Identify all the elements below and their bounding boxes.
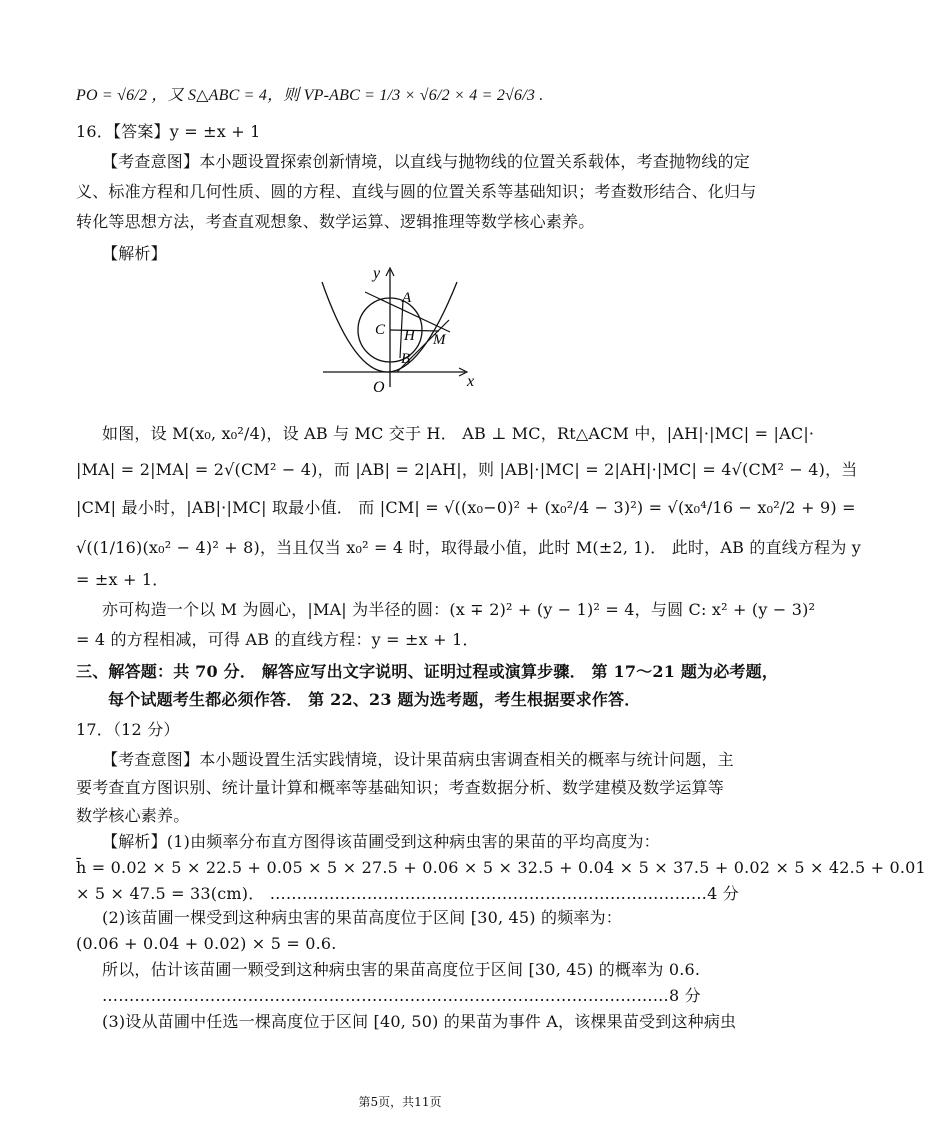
page-footer: 第5页，共11页 — [358, 1095, 442, 1109]
intent-17-line2: 要考查直方图识别、统计量计算和概率等基础知识；考查数据分析、数学建模及数学运算等 — [76, 778, 725, 797]
intent-16-line1: 【考查意图】本小题设置探索创新情境，以直线与抛物线的位置关系载体，考查抛物线的定 — [102, 152, 751, 171]
answer-16: 16．【答案】y = ±x + 1 — [76, 122, 261, 141]
intent-17-line1: 【考查意图】本小题设置生活实践情境，设计果苗病虫害调查相关的概率与统计问题，主 — [102, 750, 734, 769]
label-h: H — [404, 328, 415, 344]
intent-16-line2: 义、标准方程和几何性质、圆的方程、直线与圆的位置关系等基础知识；考查数形结合、化归与 — [76, 182, 757, 201]
label-o: O — [373, 379, 385, 396]
mean-height-line2: × 5 × 47.5 = 33(cm)． ………………………………………………………………………4 分 — [76, 884, 739, 903]
section-3-heading-line1: 三、解答题：共 70 分． 解答应写出文字说明、证明过程或演算步骤． 第 17～21 题为必考题， — [76, 662, 779, 681]
analysis-16-heading: 【解析】 — [102, 244, 167, 263]
analysis-17-part2: (2)该苗圃一棵受到这种病虫害的果苗高度位于区间 [30, 45) 的频率为： — [102, 908, 623, 927]
analysis-16-line3: |CM| 最小时，|AB|·|MC| 取最小值． 而 |CM| = √((x₀−0)² + (x₀²/4 − 3)²) = √(x₀⁴/16 − x₀²/2 + 9) = — [76, 498, 856, 517]
analysis-17-part1: 【解析】(1)由频率分布直方图得该苗圃受到这种病虫害的果苗的平均高度为： — [102, 832, 660, 851]
analysis-16-line6: 亦可构造一个以 M 为圆心，|MA| 为半径的圆：(x ∓ 2)² + (y − 1)² = 4，与圆 C: x² + (y − 3)² — [102, 600, 816, 619]
frequency-calc: (0.06 + 0.04 + 0.02) × 5 = 0.6. — [76, 934, 337, 953]
label-b: B — [401, 351, 411, 367]
label-x: x — [467, 373, 475, 390]
analysis-16-line1: 如图，设 M(x₀, x₀²/4)，设 AB 与 MC 交于 H． AB ⊥ MC，Rt△ACM 中，|AH|·|MC| = |AC|· — [102, 424, 815, 443]
score-8: ……………………………………………………………………………………………8 分 — [102, 986, 701, 1005]
intent-16-line3: 转化等思想方法，考查直观想象、数学运算、逻辑推理等数学核心素养。 — [76, 212, 595, 231]
label-m: M — [433, 332, 446, 348]
analysis-16-line7: = 4 的方程相减，可得 AB 的直线方程：y = ±x + 1． — [76, 630, 479, 649]
section-3-heading-line2: 每个试题考生都必须作答． 第 22、23 题为选考题，考生根据要求作答． — [108, 690, 641, 709]
parabola-circle-figure — [315, 262, 490, 397]
analysis-16-line4: √((1/16)(x₀² − 4)² + 8)，当且仅当 x₀² = 4 时，取得最小值，此时 M(±2, 1)． 此时，AB 的直线方程为 y — [76, 538, 862, 557]
label-c: C — [375, 322, 386, 338]
question-17-heading: 17．（12 分） — [76, 720, 180, 739]
analysis-16-line5: = ±x + 1． — [76, 570, 169, 589]
intent-17-line3: 数学核心素养。 — [76, 806, 190, 825]
label-y: y — [373, 265, 381, 282]
probability-estimate: 所以，估计该苗圃一颗受到这种病虫害的果苗高度位于区间 [30, 45) 的概率为 0.6. — [102, 960, 701, 979]
mean-height-line1: h̄ = 0.02 × 5 × 22.5 + 0.05 × 5 × 27.5 + 0.06 × 5 × 32.5 + 0.04 × 5 × 37.5 + 0.02 × 5 × 42.5 + 0.01 — [76, 858, 926, 877]
label-a: A — [402, 290, 412, 306]
analysis-16-line2: |MA| = 2|MA| = 2√(CM² − 4)，而 |AB| = 2|AH|，则 |AB|·|MC| = 2|AH|·|MC| = 4√(CM² − 4)，当 — [76, 460, 858, 479]
analysis-17-part3: (3)设从苗圃中任选一棵高度位于区间 [40, 50) 的果苗为事件 A，该棵果苗受到这种病虫 — [102, 1012, 737, 1031]
line-po-volume: PO = √6/2 ，又 S△ABC = 4，则 VP-ABC = 1/3 × √6/2 × 4 = 2√6/3 . — [76, 87, 544, 104]
